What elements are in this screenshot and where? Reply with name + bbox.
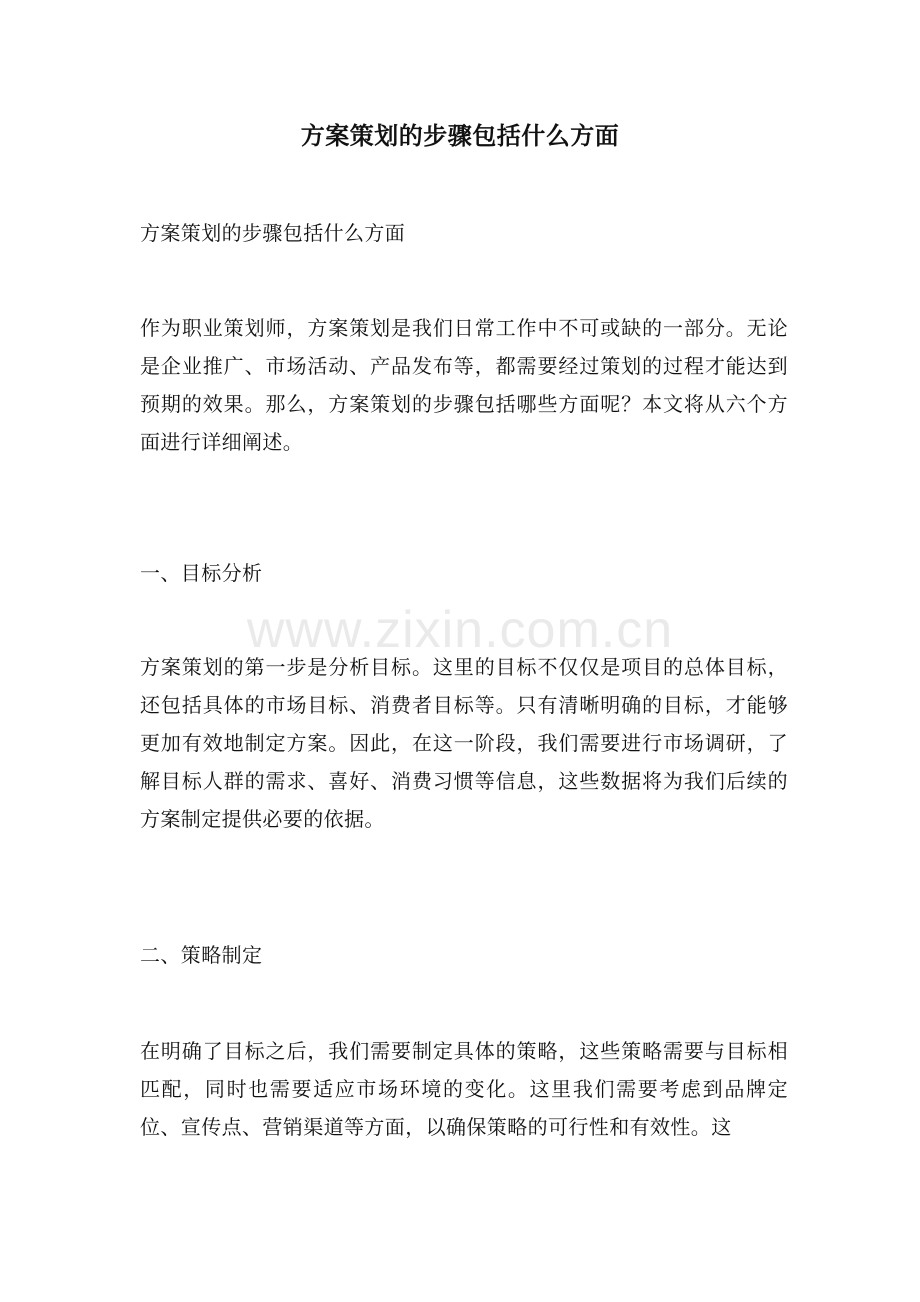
section-body-goal-analysis: 方案策划的第一步是分析目标。这里的目标不仅仅是项目的总体目标，还包括具体的市场目标、消费者目标等。只有清晰明确的目标，才能够更加有效地制定方案。因此，在这一阶段，我们需要进行市场调研，了解目标人群的需求、喜好、消费习惯等信息，这些数据将为我们后续的方案制定提供必要的依据。 bbox=[140, 655, 788, 831]
section-body-strategy: 在明确了目标之后，我们需要制定具体的策略，这些策略需要与目标相匹配，同时也需要适应市场环境的变化。这里我们需要考虑到品牌定位、宣传点、营销渠道等方面，以确保策略的可行性和有效性。这 bbox=[140, 1039, 788, 1139]
watermark-text: www.zixin.com.cn bbox=[246, 601, 674, 659]
intro-paragraph: 作为职业策划师，方案策划是我们日常工作中不可或缺的一部分。无论是企业推广、市场活动、产品发布等，都需要经过策划的过程才能达到预期的效果。那么，方案策划的步骤包括哪些方面呢？本文将从六个方面进行详细阐述。 bbox=[140, 316, 788, 454]
section-heading-strategy: 二、策略制定 bbox=[140, 943, 263, 967]
document-subtitle: 方案策划的步骤包括什么方面 bbox=[140, 221, 406, 245]
document-title: 方案策划的步骤包括什么方面 bbox=[300, 121, 620, 150]
section-heading-goal-analysis: 一、目标分析 bbox=[140, 561, 263, 585]
